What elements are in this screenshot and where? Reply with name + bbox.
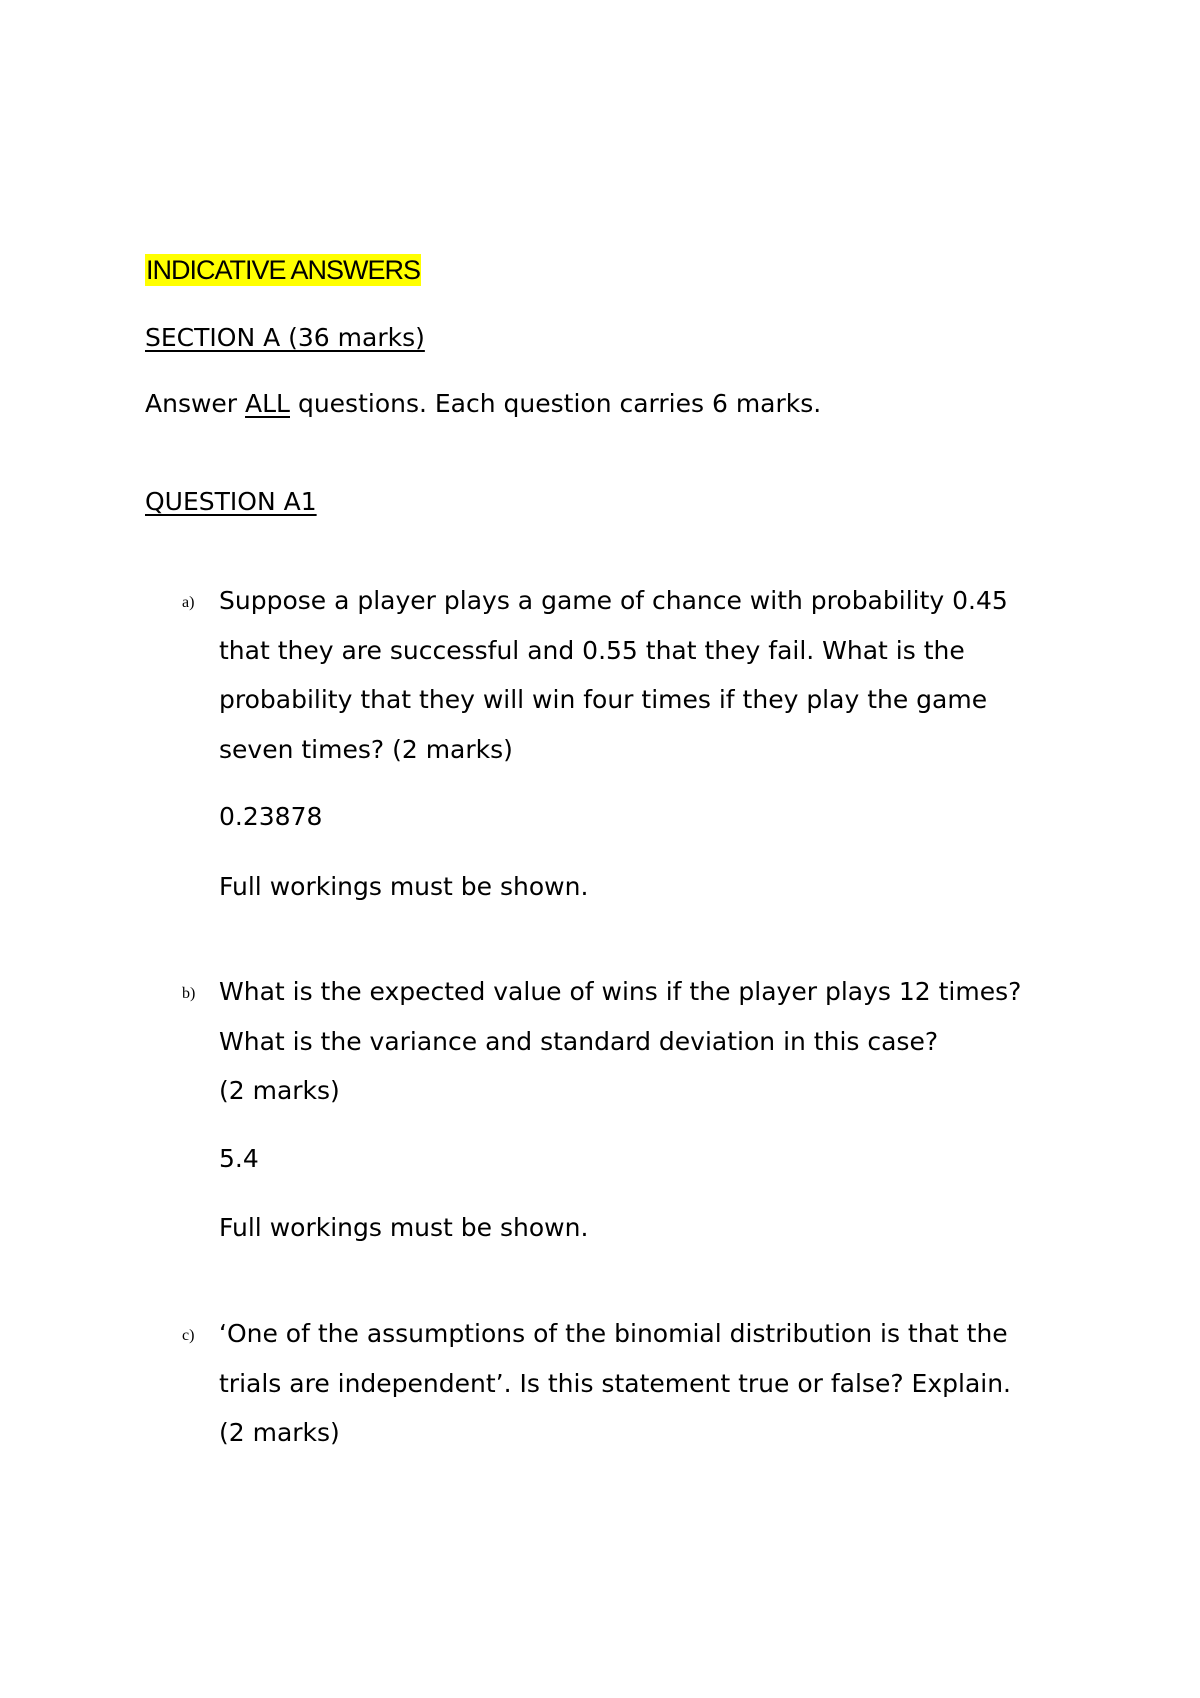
part-a-line-1: Suppose a player plays a game of chance with probability 0.45 [219,586,1008,615]
part-a-text [219,576,1008,774]
part-c-line-2: trials are independent’. Is this statement true or false? Explain. [219,1368,1012,1398]
section-title: SECTION A (36 marks) [145,323,425,352]
part-a-line-4: seven times? (2 marks) [219,734,513,764]
part-b-line-2: What is the variance and standard deviation in this case? [219,1026,939,1056]
part-marker-a: a) [182,594,195,611]
part-b-answer: 5.4 [219,1144,259,1173]
question-title: QUESTION A1 [145,487,317,516]
part-a-line-2: that they are successful and 0.55 that they fail. What is the [219,635,965,665]
instruction-text-before: Answer [145,389,246,418]
part-c-text [219,1309,1011,1458]
part-b-note: Full workings must be shown. [219,1213,589,1242]
instruction-text-after: questions. Each question carries 6 marks. [290,389,822,418]
indicative-answers-heading: INDICATIVE ANSWERS [146,255,421,285]
part-b-text [219,967,1021,1116]
part-c-line-3: (2 marks) [219,1418,340,1447]
part-a-line-3: probability that they will win four times if they play the game [219,685,988,714]
part-marker-b: b) [182,985,196,1002]
part-a-answer: 0.23878 [219,802,323,831]
part-b-line-1: What is the expected value of wins if the player plays 12 times? [219,977,1022,1006]
part-b-line-3: (2 marks) [219,1076,340,1105]
section-instruction [145,386,821,422]
part-a-note: Full workings must be shown. [219,872,589,901]
part-c-line-1: ‘One of the assumptions of the binomial distribution is that the [219,1319,1008,1348]
part-marker-c: c) [182,1327,195,1344]
instruction-emphasis: ALL [245,389,290,418]
